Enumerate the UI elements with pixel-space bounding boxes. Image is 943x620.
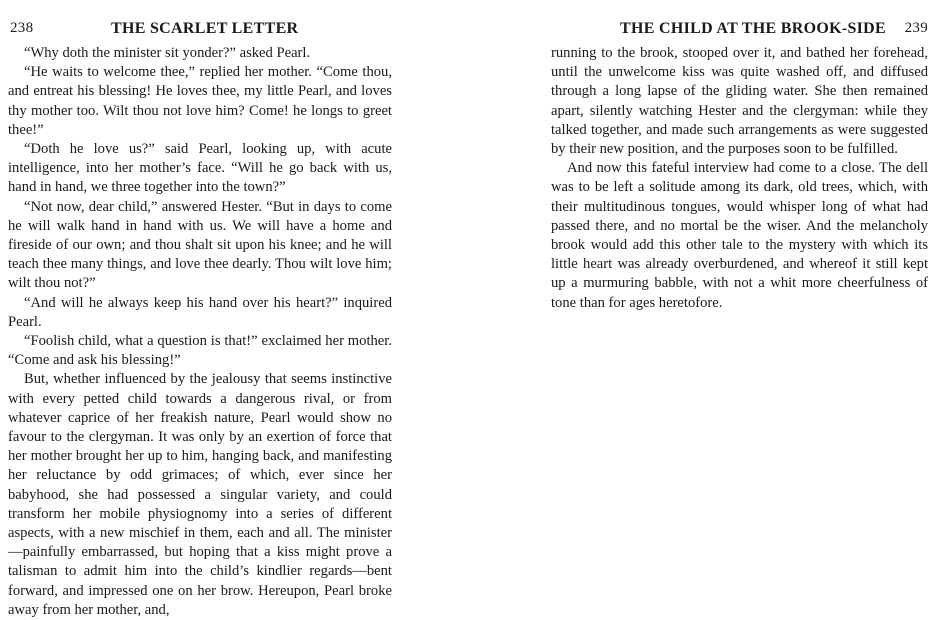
right-running-title: THE CHILD AT THE BROOK-SIDE [620, 20, 886, 37]
left-running-title: THE SCARLET LETTER [111, 20, 299, 37]
right-running-head [551, 20, 928, 44]
paragraph: “And will he always keep his hand over his heart?” inquired Pearl. [8, 294, 392, 330]
left-page [8, 0, 392, 618]
paragraph: “Not now, dear child,” answered Hester. “But in days to come he will walk hand in hand with us. We will have a home and fireside of our own; and thou shalt sit upon his knee; and he will teach thee many things, and love thee dearly. Thou wilt love him; wilt thou not?” [8, 198, 392, 292]
right-page [551, 0, 928, 618]
paragraph: “Doth he love us?” said Pearl, looking up, with acute intelligence, into her mother’s face. “Will he go back with us, hand in hand, we three together into the town?” [8, 141, 392, 196]
paragraph: And now this fateful interview had come to a close. The dell was to be left a solitude among its dark, old trees, which, with their multitudinous tongues, would whisper long of what had passed there, and no mortal be the wiser. And the melancholy brook would add this other tale to the mystery with which its little heart was already overburdened, and whereof it still kept up a murmuring babble, with not a whit more cheerfulness of tone than for ages heretofore. [551, 160, 928, 311]
right-page-number: 239 [904, 20, 928, 36]
paragraph: “He waits to welcome thee,” replied her mother. “Come thou, and entreat his blessing! He loves thee, my little Pearl, and loves thy mother too. Wilt thou not love him? Come! he longs to greet thee!” [8, 64, 392, 138]
left-running-head [8, 20, 392, 44]
right-page-text [551, 44, 928, 313]
paragraph: running to the brook, stooped over it, and bathed her forehead, until the unwelcome kiss was quite washed off, and diffused through a long lapse of the gliding water. She then remained apart, silently watching Hester and the clergyman: while they talked together, and made such arrangements as were suggested by their new position, and the purposes soon to be fulfilled. [551, 45, 928, 158]
left-page-text [8, 44, 392, 620]
paragraph: “Foolish child, what a question is that!” exclaimed her mother. “Come and ask his blessing!” [8, 333, 392, 369]
paragraph: But, whether influenced by the jealousy that seems instinctive with every petted child towards a dangerous rival, or from whatever caprice of her freakish nature, Pearl would show no favour to the clergyman. It was only by an exertion of force that her mother brought her up to him, hanging back, and manifesting her reluctance by odd grimaces; of which, ever since her babyhood, she had possessed a singular variety, and could transform her mobile physiognomy into a series of different aspects, with a new mischief in them, each and all. The minister —painfully embarrassed, but hoping that a kiss might prove a talisman to admit him into the child’s kindlier regards—bent forward, and impressed one on her brow. Hereupon, Pearl broke away from her mother, and, [8, 371, 392, 618]
paragraph: “Why doth the minister sit yonder?” asked Pearl. [24, 45, 311, 61]
left-page-number: 238 [10, 20, 34, 36]
